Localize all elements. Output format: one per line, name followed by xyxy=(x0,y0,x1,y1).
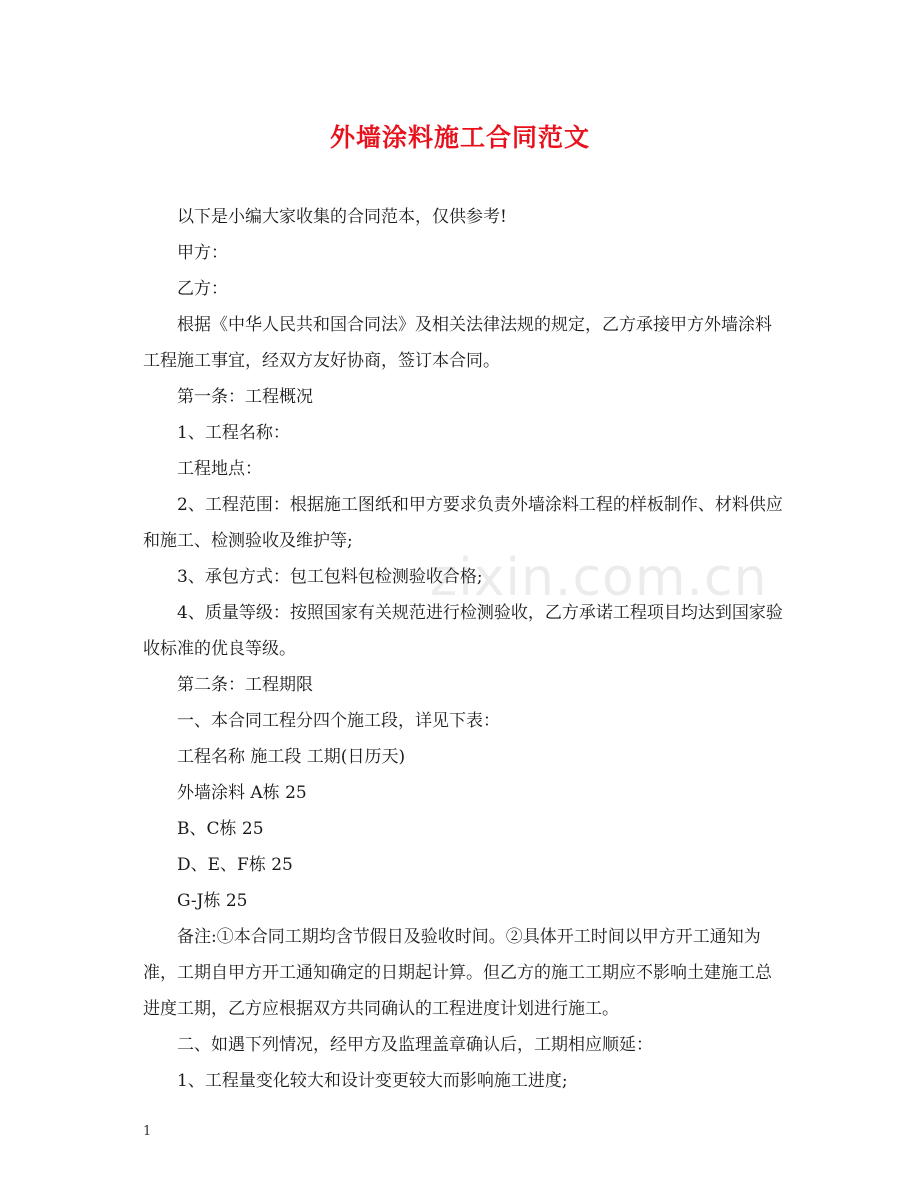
watermark-text: zixin.com.cn xyxy=(430,548,768,608)
paragraph-extension-item-1: 1、工程量变化较大和设计变更较大而影响施工进度; xyxy=(177,1071,568,1091)
page-number: 1 xyxy=(143,1124,152,1139)
paragraph-party-a: 甲方： xyxy=(177,243,228,263)
paragraph-contract-method: 3、承包方式：包工包料包检测验收合格; xyxy=(177,567,483,587)
paragraph-extension-conditions: 二、如遇下列情况，经甲方及监理盖章确认后，工期相应顺延： xyxy=(177,1035,653,1055)
schedule-line: D、E、F栋 25 xyxy=(177,855,293,875)
paragraph-remarks: 备注:①本合同工期均含节假日及验收时间。②具体开工时间以甲方开工通知为准，工期自甲方开工通知确定的日期起计算。但乙方的施工工期应不影响土建施工总进度工期，乙方应根据双方共同确认的工程进度计划进行施工。 xyxy=(143,927,772,1019)
document-title: 外墙涂料施工合同范文 xyxy=(329,123,590,152)
schedule-header-line: 工程名称 施工段 工期(日历天) xyxy=(177,747,406,767)
article-heading-2: 第二条：工程期限 xyxy=(177,675,313,695)
schedule-line: 外墙涂料 A栋 25 xyxy=(177,783,307,803)
paragraph-project-scope: 2、工程范围：根据施工图纸和甲方要求负责外墙涂料工程的样板制作、材料供应和施工、检测验收及维护等; xyxy=(143,495,783,551)
paragraph-preamble: 根据《中华人民共和国合同法》及相关法律法规的规定，乙方承接甲方外墙涂料工程施工事宜，经双方友好协商，签订本合同。 xyxy=(143,315,772,371)
article-heading-1: 第一条：工程概况 xyxy=(177,387,313,407)
document-body xyxy=(143,199,783,1099)
schedule-line: G-J栋 25 xyxy=(177,891,248,911)
schedule-line: B、C栋 25 xyxy=(177,819,264,839)
paragraph-quality-level: 4、质量等级：按照国家有关规范进行检测验收，乙方承诺工程项目均达到国家验收标准的优良等级。 xyxy=(143,603,783,659)
paragraph-intro: 以下是小编大家收集的合同范本，仅供参考! xyxy=(177,207,507,227)
paragraph-project-location: 工程地点： xyxy=(177,459,262,479)
paragraph-phases-intro: 一、本合同工程分四个施工段，详见下表： xyxy=(177,711,500,731)
paragraph-project-name: 1、工程名称： xyxy=(177,423,290,443)
paragraph-party-b: 乙方： xyxy=(177,279,228,299)
